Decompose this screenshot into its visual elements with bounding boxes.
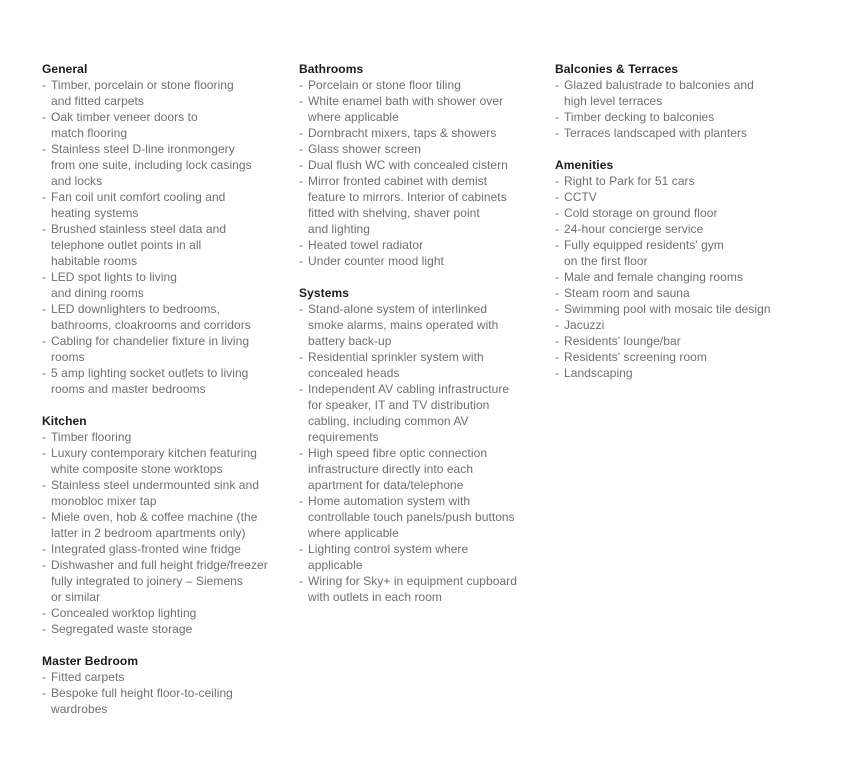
feature-text: Jacuzzi [564, 318, 605, 332]
feature-text: Bespoke full height floor-to-ceiling [51, 686, 233, 700]
feature-text: Mirror fronted cabinet with demist [308, 174, 488, 188]
feature-text: and fitted carpets [51, 94, 144, 108]
feature-text: Dual flush WC with concealed cistern [308, 158, 508, 172]
feature-item [555, 109, 825, 125]
feature-text: Lighting control system where [308, 542, 469, 556]
feature-text: Right to Park for 51 cars [564, 174, 695, 188]
feature-text: Under counter mood light [308, 254, 444, 268]
feature-item [42, 557, 282, 605]
feature-text: applicable [308, 558, 363, 572]
feature-text: Segregated waste storage [51, 622, 193, 636]
feature-item [299, 173, 544, 237]
feature-list [299, 77, 544, 269]
feature-item [555, 221, 825, 237]
feature-item [555, 285, 825, 301]
feature-list [555, 173, 825, 381]
feature-text: Miele oven, hob & coffee machine (the [51, 510, 258, 524]
feature-item [42, 621, 282, 637]
feature-item [555, 269, 825, 285]
feature-text: battery back-up [308, 334, 392, 348]
section-title: Systems [299, 286, 350, 300]
feature-item [299, 157, 544, 173]
feature-text: telephone outlet points in all [51, 238, 202, 252]
feature-item [299, 93, 544, 125]
feature-item [42, 445, 282, 477]
feature-text: Home automation system with [308, 494, 471, 508]
feature-text: Male and female changing rooms [564, 270, 743, 284]
feature-list [42, 669, 282, 717]
feature-text: monobloc mixer tap [51, 494, 157, 508]
feature-item [299, 253, 544, 269]
column-1 [42, 61, 282, 733]
section-amenities [555, 157, 825, 381]
feature-text: Dishwasher and full height fridge/freezer [51, 558, 268, 572]
feature-item [42, 509, 282, 541]
feature-text: rooms and master bedrooms [51, 382, 206, 396]
feature-item [42, 141, 282, 189]
feature-text: latter in 2 bedroom apartments only) [51, 526, 246, 540]
feature-item [42, 477, 282, 509]
feature-item [555, 301, 825, 317]
section-title: Master Bedroom [42, 654, 139, 668]
feature-item [42, 109, 282, 141]
section-title: Balconies & Terraces [555, 62, 679, 76]
feature-text: cabling, including common AV [308, 414, 469, 428]
feature-item [42, 333, 282, 365]
feature-text: Stand-alone system of interlinked [308, 302, 488, 316]
feature-text: CCTV [564, 190, 597, 204]
feature-text: Glass shower screen [308, 142, 421, 156]
section-general [42, 61, 282, 397]
feature-text: with outlets in each room [308, 590, 442, 604]
feature-text: Integrated glass-fronted wine fridge [51, 542, 241, 556]
feature-text: Stainless steel D-line ironmongery [51, 142, 235, 156]
feature-item [299, 77, 544, 93]
feature-text: concealed heads [308, 366, 400, 380]
feature-text: match flooring [51, 126, 128, 140]
section-bathrooms [299, 61, 544, 269]
feature-text: and dining rooms [51, 286, 144, 300]
feature-text: Swimming pool with mosaic tile design [564, 302, 771, 316]
feature-text: or similar [51, 590, 101, 604]
feature-text: Landscaping [564, 366, 633, 380]
feature-text: Independent AV cabling infrastructure [308, 382, 510, 396]
feature-text: Fitted carpets [51, 670, 125, 684]
feature-item [42, 189, 282, 221]
feature-text: Timber flooring [51, 430, 132, 444]
feature-text: Wiring for Sky+ in equipment cupboard [308, 574, 517, 588]
feature-text: White enamel bath with shower over [308, 94, 504, 108]
feature-text: Fully equipped residents' gym [564, 238, 724, 252]
feature-item [42, 301, 282, 333]
feature-text: Residential sprinkler system with [308, 350, 484, 364]
feature-text: controllable touch panels/push buttons [308, 510, 515, 524]
feature-item [42, 269, 282, 301]
feature-text: fully integrated to joinery – Siemens [51, 574, 243, 588]
feature-text: on the first floor [564, 254, 648, 268]
feature-text: Stainless steel undermounted sink and [51, 478, 259, 492]
feature-text: and locks [51, 174, 103, 188]
section-title: Amenities [555, 158, 614, 172]
feature-text: Cabling for chandelier fixture in living [51, 334, 250, 348]
section-kitchen [42, 413, 282, 637]
section-title: Bathrooms [299, 62, 364, 76]
feature-text: apartment for data/telephone [308, 478, 464, 492]
feature-text: and lighting [308, 222, 370, 236]
feature-item [555, 189, 825, 205]
feature-text: infrastructure directly into each [308, 462, 474, 476]
feature-item [42, 77, 282, 109]
feature-text: Porcelain or stone floor tiling [308, 78, 461, 92]
feature-text: Brushed stainless steel data and [51, 222, 227, 236]
feature-text: from one suite, including lock casings [51, 158, 252, 172]
feature-item [555, 365, 825, 381]
feature-item [299, 349, 544, 381]
feature-text: High speed fibre optic connection [308, 446, 488, 460]
feature-text: Dornbracht mixers, taps & showers [308, 126, 497, 140]
feature-text: Steam room and sauna [564, 286, 690, 300]
feature-text: white composite stone worktops [51, 462, 223, 476]
feature-text: where applicable [308, 526, 399, 540]
column-2 [299, 61, 544, 621]
feature-item [299, 125, 544, 141]
feature-text: where applicable [308, 110, 399, 124]
feature-item [299, 493, 544, 541]
feature-text: Cold storage on ground floor [564, 206, 718, 220]
feature-item [42, 605, 282, 621]
section-title: Kitchen [42, 414, 87, 428]
feature-item [299, 301, 544, 349]
feature-item [42, 429, 282, 445]
feature-text: wardrobes [51, 702, 108, 716]
feature-text: Timber, porcelain or stone flooring [51, 78, 234, 92]
feature-item [299, 541, 544, 573]
feature-text: Glazed balustrade to balconies and [564, 78, 754, 92]
feature-text: 24-hour concierge service [564, 222, 704, 236]
feature-item [299, 237, 544, 253]
feature-item [42, 365, 282, 397]
feature-text: Timber decking to balconies [564, 110, 715, 124]
feature-item [555, 333, 825, 349]
feature-item [42, 669, 282, 685]
feature-text: Terraces landscaped with planters [564, 126, 748, 140]
section-balconies-and-terraces [555, 61, 825, 141]
feature-item [555, 173, 825, 189]
feature-item [555, 317, 825, 333]
feature-item [299, 381, 544, 445]
feature-item [555, 349, 825, 365]
feature-item [555, 205, 825, 221]
feature-item [299, 141, 544, 157]
feature-item [42, 685, 282, 717]
feature-text: Heated towel radiator [308, 238, 424, 252]
feature-text: rooms [51, 350, 85, 364]
feature-text: Residents' screening room [564, 350, 707, 364]
column-3 [555, 61, 825, 397]
section-master-bedroom [42, 653, 282, 717]
feature-item [42, 221, 282, 269]
feature-text: habitable rooms [51, 254, 138, 268]
feature-text: smoke alarms, mains operated with [308, 318, 499, 332]
feature-item [555, 77, 825, 109]
feature-text: Concealed worktop lighting [51, 606, 197, 620]
feature-item [555, 125, 825, 141]
feature-text: requirements [308, 430, 379, 444]
feature-item [299, 445, 544, 493]
feature-item [42, 541, 282, 557]
feature-list [42, 429, 282, 637]
feature-item [555, 237, 825, 269]
feature-text: fitted with shelving, shaver point [308, 206, 480, 220]
feature-list [42, 77, 282, 397]
feature-text: Oak timber veneer doors to [51, 110, 198, 124]
feature-text: Luxury contemporary kitchen featuring [51, 446, 257, 460]
feature-text: high level terraces [564, 94, 663, 108]
feature-text: LED spot lights to living [51, 270, 177, 284]
feature-list [555, 77, 825, 141]
feature-text: Fan coil unit comfort cooling and [51, 190, 226, 204]
feature-text: for speaker, IT and TV distribution [308, 398, 490, 412]
section-title: General [42, 62, 88, 76]
section-systems [299, 285, 544, 605]
feature-text: Residents' lounge/bar [564, 334, 681, 348]
feature-item [299, 573, 544, 605]
feature-text: heating systems [51, 206, 139, 220]
feature-text: bathrooms, cloakrooms and corridors [51, 318, 251, 332]
feature-text: 5 amp lighting socket outlets to living [51, 366, 249, 380]
feature-text: LED downlighters to bedrooms, [51, 302, 220, 316]
feature-list [299, 301, 544, 605]
feature-text: feature to mirrors. Interior of cabinets [308, 190, 507, 204]
